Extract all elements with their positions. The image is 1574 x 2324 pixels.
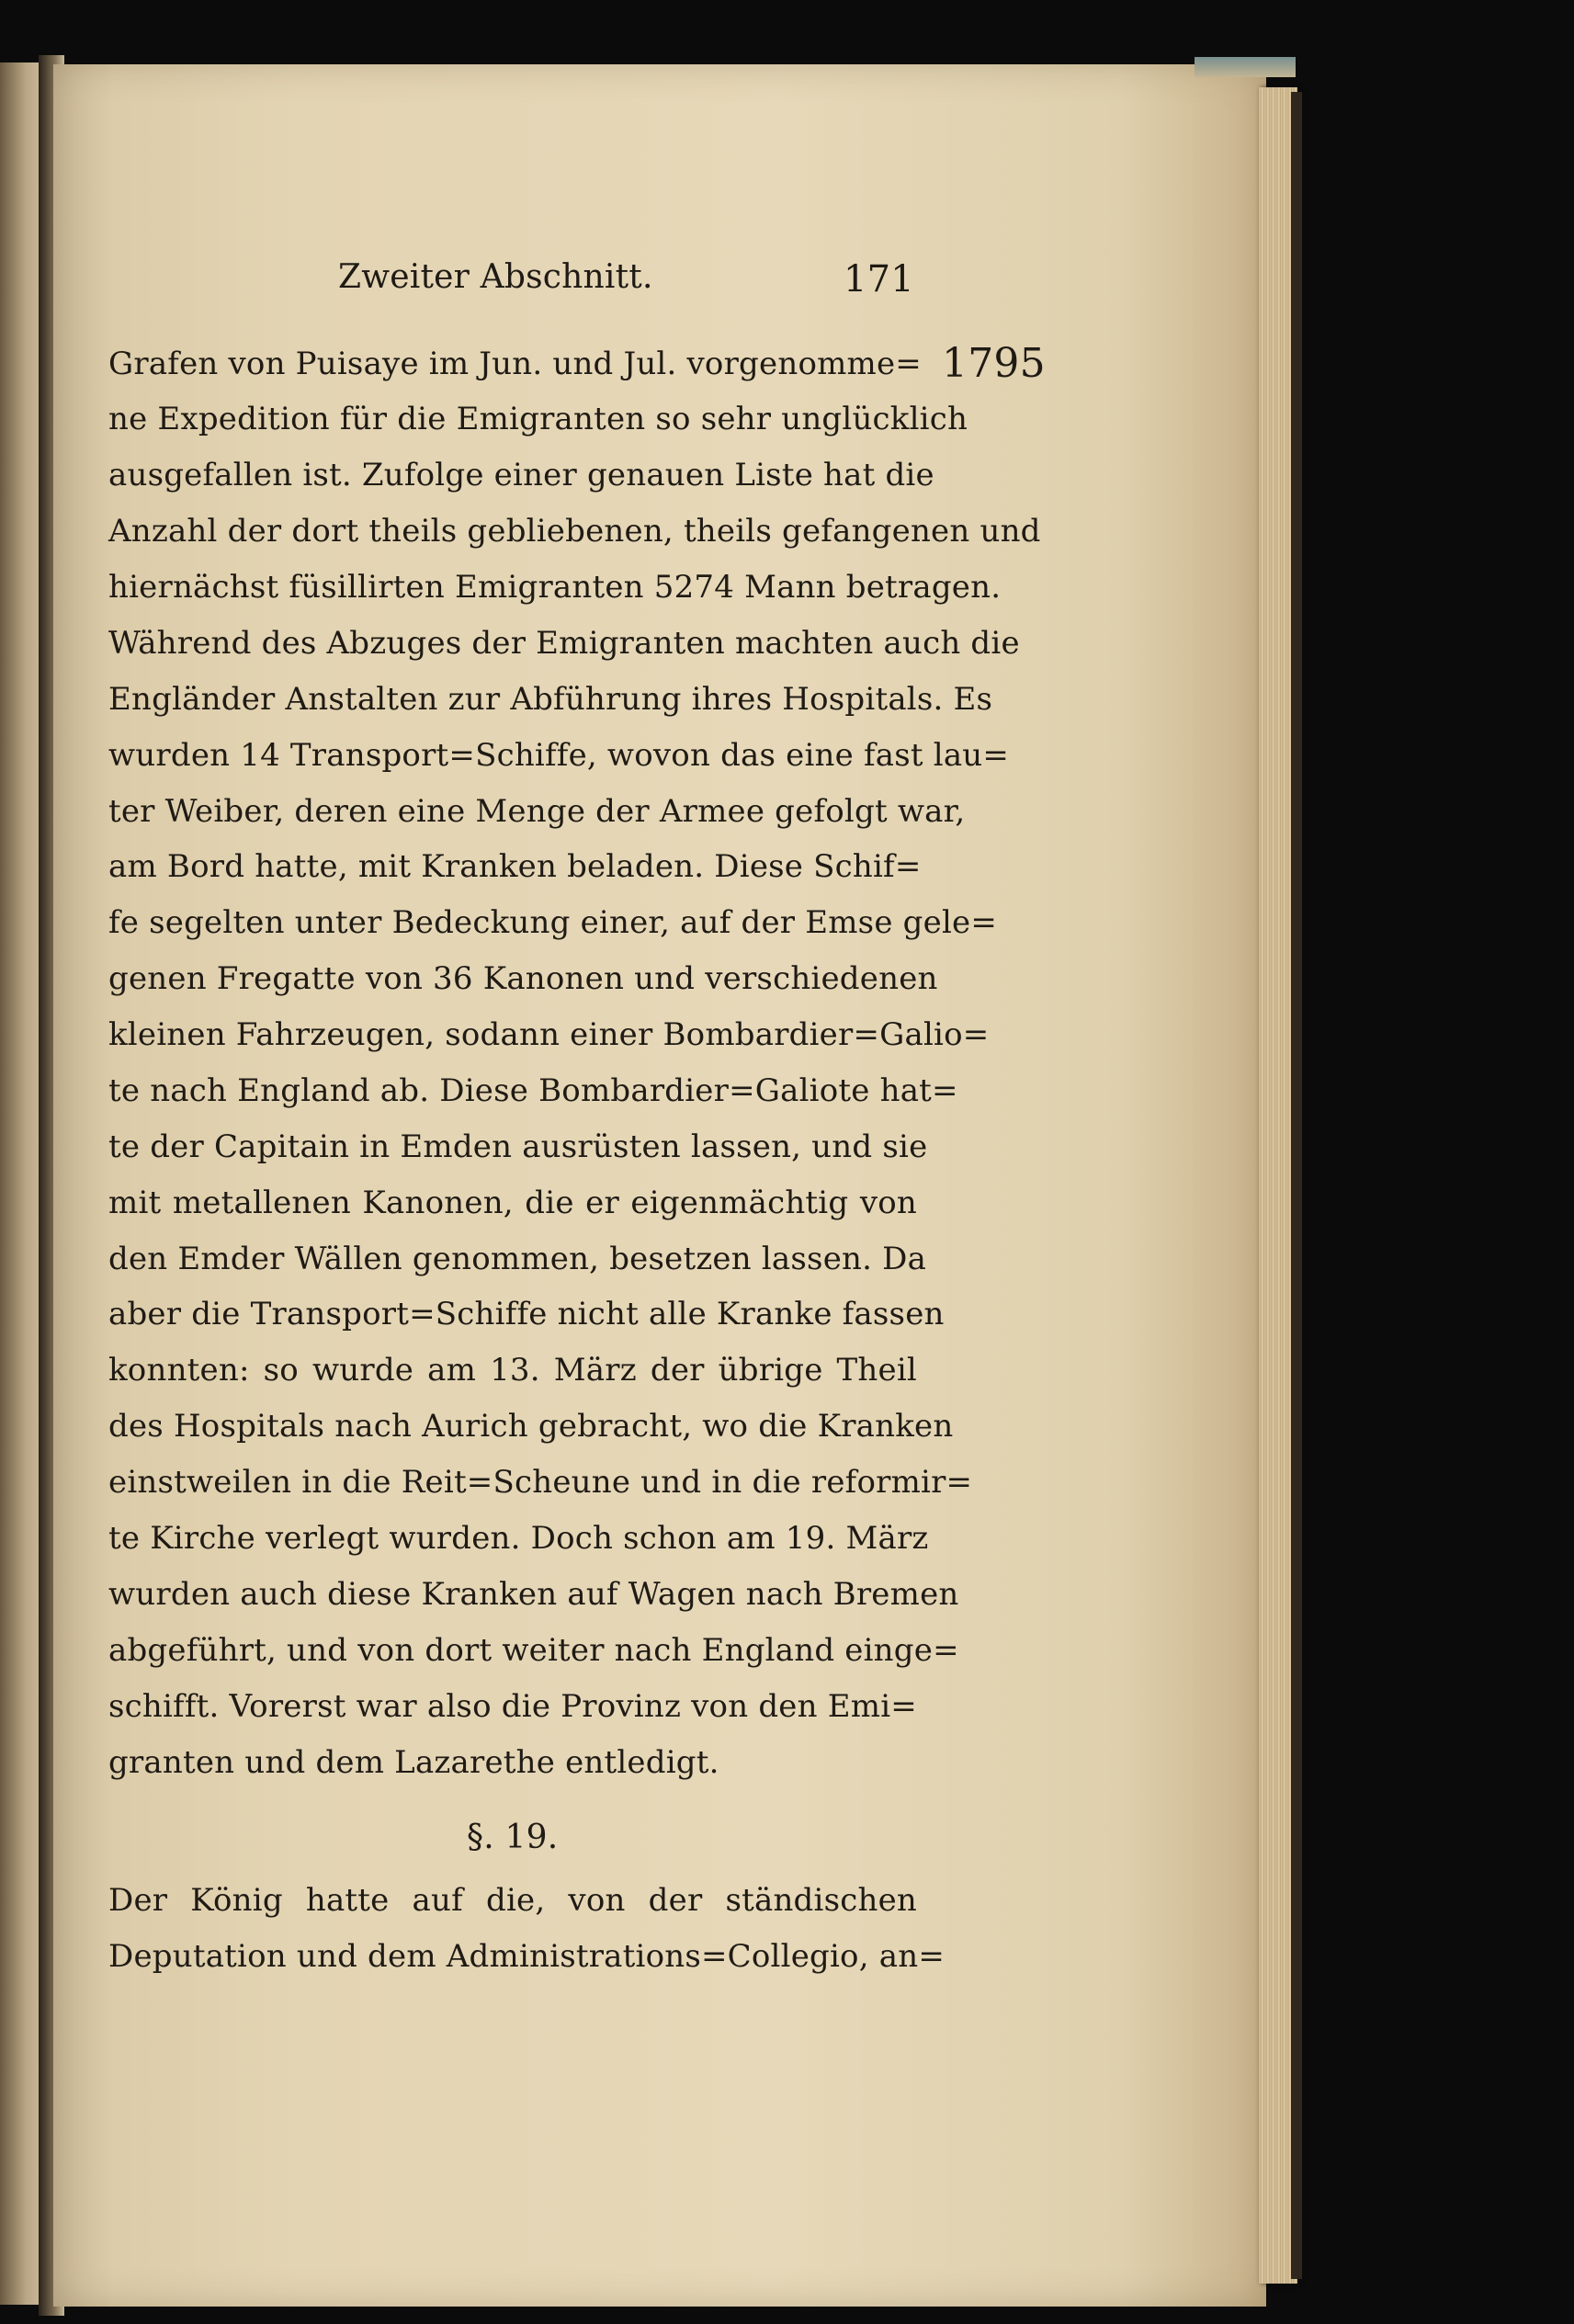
- text-line: wurden 14 Transport=Schiffe, wovon das eine fast lau=: [108, 737, 1010, 774]
- text-line: wurden auch diese Kranken auf Wagen nach Bremen: [108, 1576, 959, 1613]
- text-line: kleinen Fahrzeugen, sodann einer Bombardier=Galio=: [108, 1016, 990, 1053]
- text-line: Der König hatte auf die, von der ständischen: [108, 1882, 917, 1919]
- text-line: te nach England ab. Diese Bombardier=Galiote hat=: [108, 1072, 958, 1109]
- text-line: Deputation und dem Administrations=Collegio, an=: [108, 1938, 946, 1975]
- text-line: des Hospitals nach Aurich gebracht, wo die Kranken: [108, 1408, 954, 1445]
- text-line: Grafen von Puisaye im Jun. und Jul. vorgenomme=: [108, 346, 922, 382]
- text-line: genen Fregatte von 36 Kanonen und verschiedenen: [108, 960, 938, 997]
- text-line: mit metallenen Kanonen, die er eigenmächtig von: [108, 1185, 917, 1221]
- running-title: Zweiter Abschnitt.: [338, 258, 653, 296]
- text-line: te Kirche verlegt wurden. Doch schon am 19. März: [108, 1520, 929, 1557]
- cover-edge: [1195, 57, 1296, 77]
- text-line: abgeführt, und von dort weiter nach England einge=: [108, 1632, 959, 1669]
- text-line: den Emder Wällen genommen, besetzen lassen. Da: [108, 1241, 927, 1277]
- section-heading: §. 19.: [467, 1819, 559, 1856]
- fore-edge-shadow: [1291, 92, 1302, 2279]
- text-line: einstweilen in die Reit=Scheune und in die reformir=: [108, 1464, 973, 1501]
- text-line: fe segelten unter Bedeckung einer, auf der Emse gele=: [108, 904, 998, 941]
- text-line: ne Expedition für die Emigranten so sehr unglücklich: [108, 401, 968, 437]
- text-line: granten und dem Lazarethe entledigt.: [108, 1744, 719, 1781]
- text-line: ter Weiber, deren eine Menge der Armee gefolgt war,: [108, 793, 966, 830]
- text-line: Während des Abzuges der Emigranten machten auch die: [108, 625, 1020, 662]
- margin-year: 1795: [942, 340, 1046, 387]
- text-line: Anzahl der dort theils gebliebenen, theils gefangenen und: [108, 513, 1041, 550]
- text-line: Engländer Anstalten zur Abführung ihres Hospitals. Es: [108, 681, 993, 718]
- text-line: ausgefallen ist. Zufolge einer genauen Liste hat die: [108, 457, 934, 493]
- text-line: schifft. Vorerst war also die Provinz von den Emi=: [108, 1688, 917, 1725]
- text-line: am Bord hatte, mit Kranken beladen. Diese Schif=: [108, 848, 922, 885]
- text-line: hiernächst füsillirten Emigranten 5274 Mann betragen.: [108, 569, 1002, 606]
- text-line: aber die Transport=Schiffe nicht alle Kranke fassen: [108, 1296, 945, 1332]
- page-number: 171: [844, 258, 914, 300]
- text-line: konnten: so wurde am 13. März der übrige Theil: [108, 1352, 917, 1389]
- text-line: te der Capitain in Emden ausrüsten lassen, und sie: [108, 1128, 928, 1165]
